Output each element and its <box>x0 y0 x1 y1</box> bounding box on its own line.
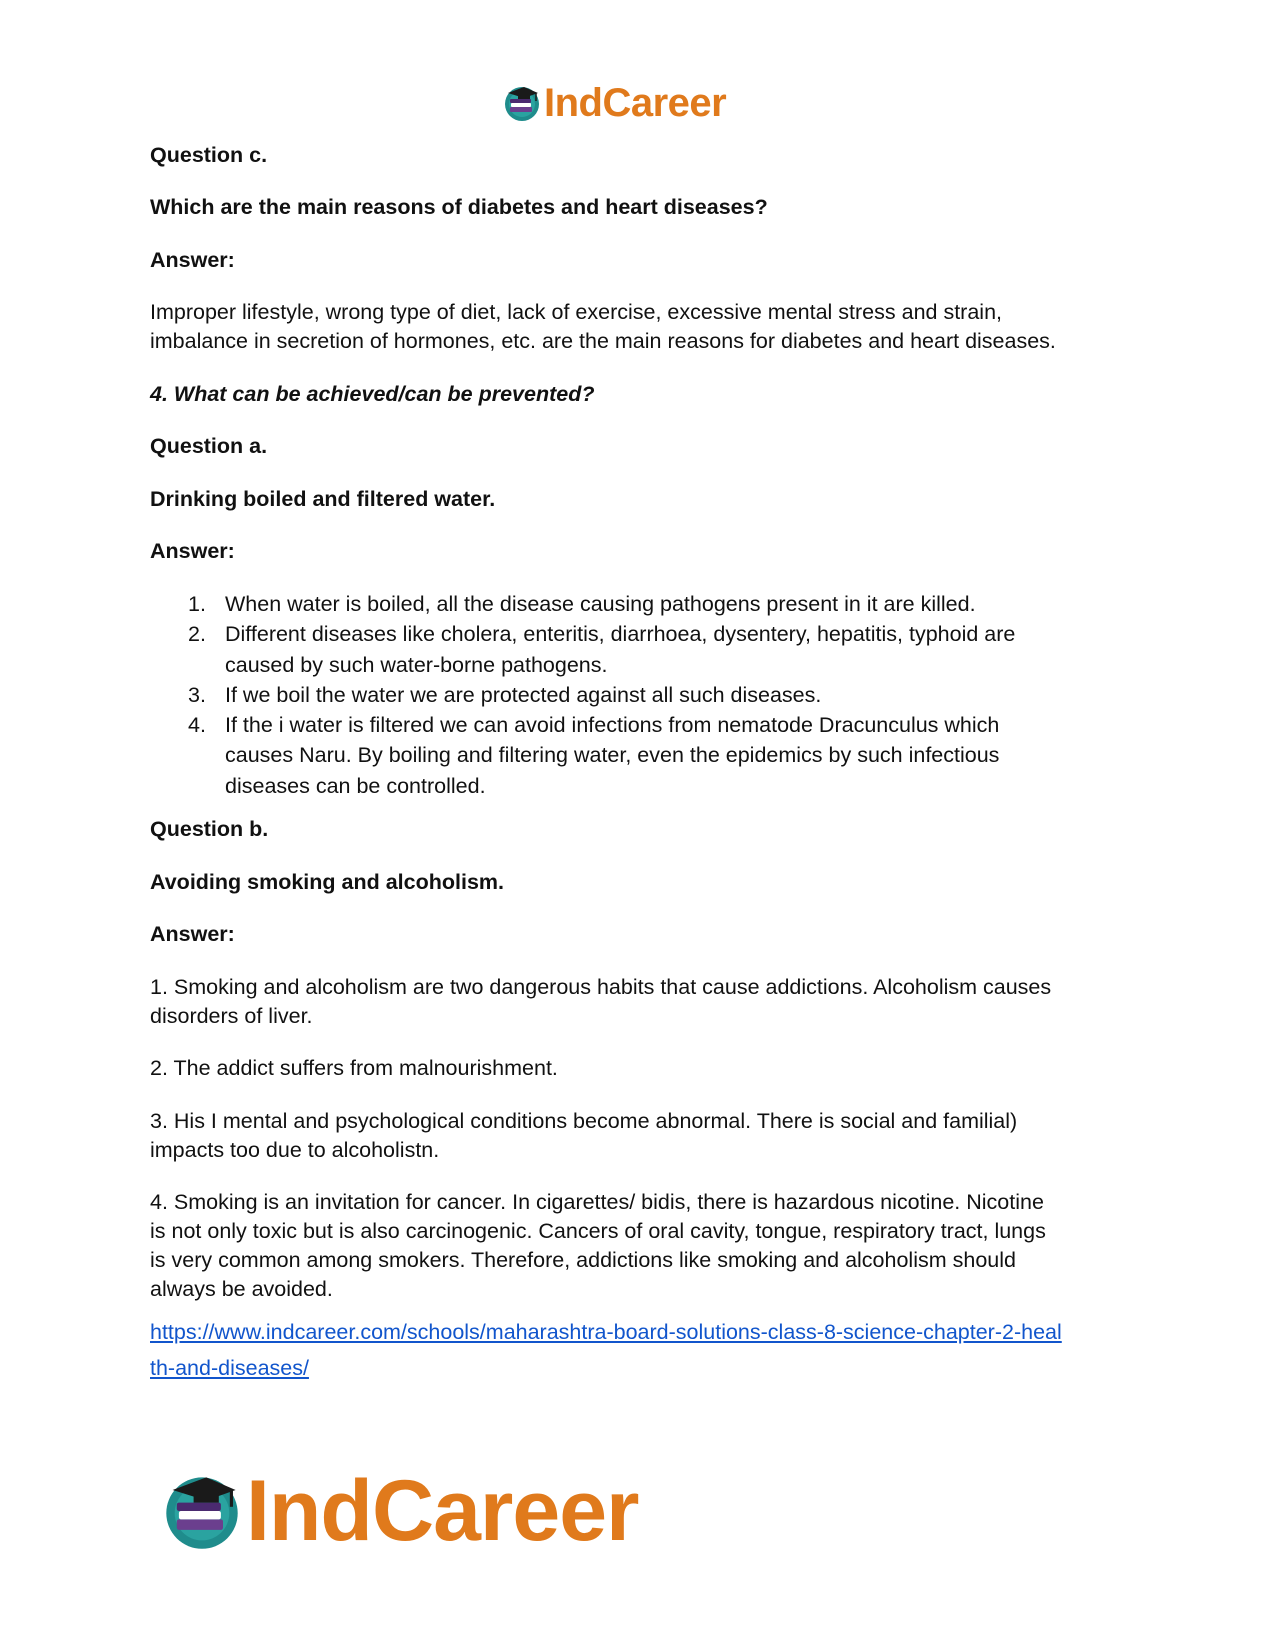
answer-c-label: Answer: <box>150 248 235 272</box>
answer-c-line-2: imbalance in secretion of hormones, etc. are the main reasons for diabetes and heart diseases. <box>150 329 1056 353</box>
answer-b-point-3-line-1: 3. His I mental and psychological conditions become abnormal. There is social and familial) <box>150 1109 1018 1133</box>
answer-b-point-4-line-1: 4. Smoking is an invitation for cancer. In cigarettes/ bidis, there is hazardous nicotine. Nicotine <box>150 1190 1044 1214</box>
question-b-label: Question b. <box>150 817 269 841</box>
list-item-number: 2. <box>188 622 206 647</box>
answer-b-point-1-line-1: 1. Smoking and alcoholism are two dangerous habits that cause addictions. Alcoholism causes <box>150 975 1052 999</box>
question-a-label: Question a. <box>150 434 268 458</box>
question-a-text: Drinking boiled and filtered water. <box>150 487 496 511</box>
answer-a-list <box>150 589 1130 801</box>
answer-b-point-3-line-2: impacts too due to alcoholistn. <box>150 1138 440 1162</box>
answer-a-label: Answer: <box>150 539 235 563</box>
list-item-number: 1. <box>188 592 206 616</box>
list-item-text: Different diseases like cholera, enteritis, diarrhoea, dysentery, hepatitis, typhoid are <box>225 622 1016 647</box>
indcareer-logo-header <box>502 80 726 126</box>
list-item-text: If the i water is filtered we can avoid infections from nematode Dracunculus which <box>225 713 1000 738</box>
list-item-number: 3. <box>188 682 206 707</box>
source-link[interactable] <box>150 1314 1130 1386</box>
list-item-number: 4. <box>188 713 206 738</box>
list-item-text: causes Naru. By boiling and filtering water, even the epidemics by such infectious <box>225 743 1000 768</box>
list-item <box>150 619 1130 680</box>
list-item <box>150 710 1130 801</box>
answer-b-point-4-line-4: always be avoided. <box>150 1277 333 1301</box>
answer-b-point-4-line-3: is very common among smokers. Therefore, addictions like smoking and alcoholism should <box>150 1248 1016 1272</box>
answer-b-point-4-line-2: is not only toxic but is also carcinogenic. Cancers of oral cavity, tongue, respiratory tract, lungs <box>150 1219 1046 1243</box>
question-c-label: Question c. <box>150 143 268 167</box>
answer-b-label: Answer: <box>150 922 235 946</box>
question-b-text: Avoiding smoking and alcoholism. <box>150 870 504 894</box>
question-c-text: Which are the main reasons of diabetes and heart diseases? <box>150 195 768 219</box>
answer-c-line-1: Improper lifestyle, wrong type of diet, lack of exercise, excessive mental stress and strain, <box>150 300 1003 324</box>
list-item <box>150 589 1130 619</box>
list-item-text: caused by such water-borne pathogens. <box>225 652 608 677</box>
list-item-text: If we boil the water we are protected against all such diseases. <box>225 682 822 707</box>
answer-b-point-1-line-2: disorders of liver. <box>150 1004 313 1028</box>
list-item-text: When water is boiled, all the disease causing pathogens present in it are killed. <box>225 592 976 616</box>
list-item <box>150 680 1130 710</box>
graduation-cap-books-icon <box>502 83 542 123</box>
logo-wordmark: IndCareer <box>246 1463 639 1559</box>
source-link-line-1[interactable]: https://www.indcareer.com/schools/maharashtra-board-solutions-class-8-science-chapter-2-heal <box>150 1320 1062 1344</box>
answer-b-point-2: 2. The addict suffers from malnourishment. <box>150 1056 558 1080</box>
list-item-text: diseases can be controlled. <box>225 773 486 798</box>
graduation-cap-books-icon <box>160 1469 244 1553</box>
source-link-line-2[interactable]: th-and-diseases/ <box>150 1356 309 1380</box>
indcareer-logo-footer <box>160 1463 639 1559</box>
section-heading-4: 4. What can be achieved/can be prevented? <box>150 382 595 406</box>
logo-wordmark: IndCareer <box>544 81 727 125</box>
